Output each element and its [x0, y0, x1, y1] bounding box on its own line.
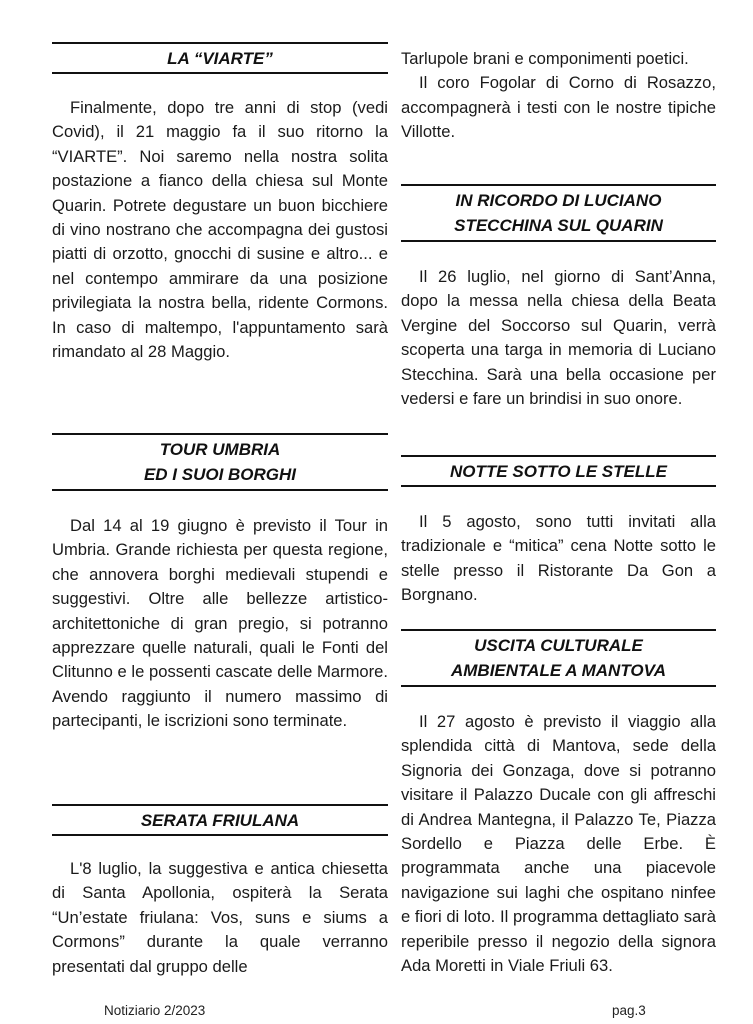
article-serata-continued: Tarlupole brani e componimenti poetici. Il coro Fogolar di Corno di Rosazzo, accompagnerà i testi con le nostre tipiche Villotte.	[401, 49, 716, 142]
article-notte-stelle: Il 5 agosto, sono tutti invitati alla tradizionale e “mitica” cena Notte sotto le stelle presso il Ristorante Da Gon a Borgnano.	[401, 512, 716, 605]
article-viarte: Finalmente, dopo tre anni di stop (vedi Covid), il 21 maggio fa il suo ritorno la “VIARTE”. Noi saremo nella nostra solita postazione a fianco della chiesa sul Monte Quarin. Potrete degustare un buon bicchiere di vino nostrano che accompagna dei gustosi piatti di orzotto, gnocchi di susine e altro... e nel contempo ammirare da una posizione privilegiata la nostra bella, ridente Cormons. In caso di maltempo, l'appuntamento sarà rimandato al 28 Maggio.	[52, 98, 388, 362]
footer-issue: Notiziario 2/2023	[104, 1003, 206, 1018]
heading-notte-stelle: NOTTE SOTTO LE STELLE	[401, 455, 716, 487]
article-ricordo-stecchina: Il 26 luglio, nel giorno di Sant’Anna, dopo la messa nella chiesa della Beata Vergine del Soccorso sul Quarin, verrà scoperta una targa in memoria di Luciano Stecchina. Sarà una bella occasione per vedersi e fare un brindisi in suo onore.	[401, 267, 716, 409]
heading-tour-umbria: TOUR UMBRIA ED I SUOI BORGHI	[52, 433, 388, 491]
article-tour-umbria: Dal 14 al 19 giugno è previsto il Tour in Umbria. Grande richiesta per questa regione, che annovera borghi medievali stupendi e suggestivi. Oltre alle bellezze artistico-architettoniche di gran pregio, si potranno apprezzare quelle naturali, quali le Fonti del Clitunno e le possenti cascate delle Marmore. Avendo raggiunto il numero massimo di partecipanti, le iscrizioni sono terminate.	[52, 516, 388, 731]
article-uscita-mantova: Il 27 agosto è previsto il viaggio alla splendida città di Mantova, sede della Signoria dei Gonzaga, dove si potranno visitare il Palazzo Ducale con gli affreschi di Andrea Mantegna, il Palazzo Te, Piazza Sordello e Piazza delle Erbe. È programmata anche una piacevole navigazione sui laghi che ospitano ninfee e fiori di loto. Il programma dettagliato sarà reperibile presso il negozio della signora Ada Moretti in Viale Friuli 63.	[401, 712, 716, 976]
article-serata-friulana: L'8 luglio, la suggestiva e antica chiesetta di Santa Apollonia, ospiterà la Serata “Un’estate friulana: Vos, suns e siums a Cormons” durante la quale verranno presentati dal gruppo delle	[52, 859, 388, 976]
heading-ricordo-stecchina: IN RICORDO DI LUCIANO STECCHINA SUL QUARIN	[401, 184, 716, 242]
footer-page-number: pag.3	[612, 1003, 646, 1018]
heading-uscita-mantova: USCITA CULTURALE AMBIENTALE A MANTOVA	[401, 629, 716, 687]
heading-serata-friulana: SERATA FRIULANA	[52, 804, 388, 836]
heading-viarte: LA “VIARTE”	[52, 42, 388, 74]
